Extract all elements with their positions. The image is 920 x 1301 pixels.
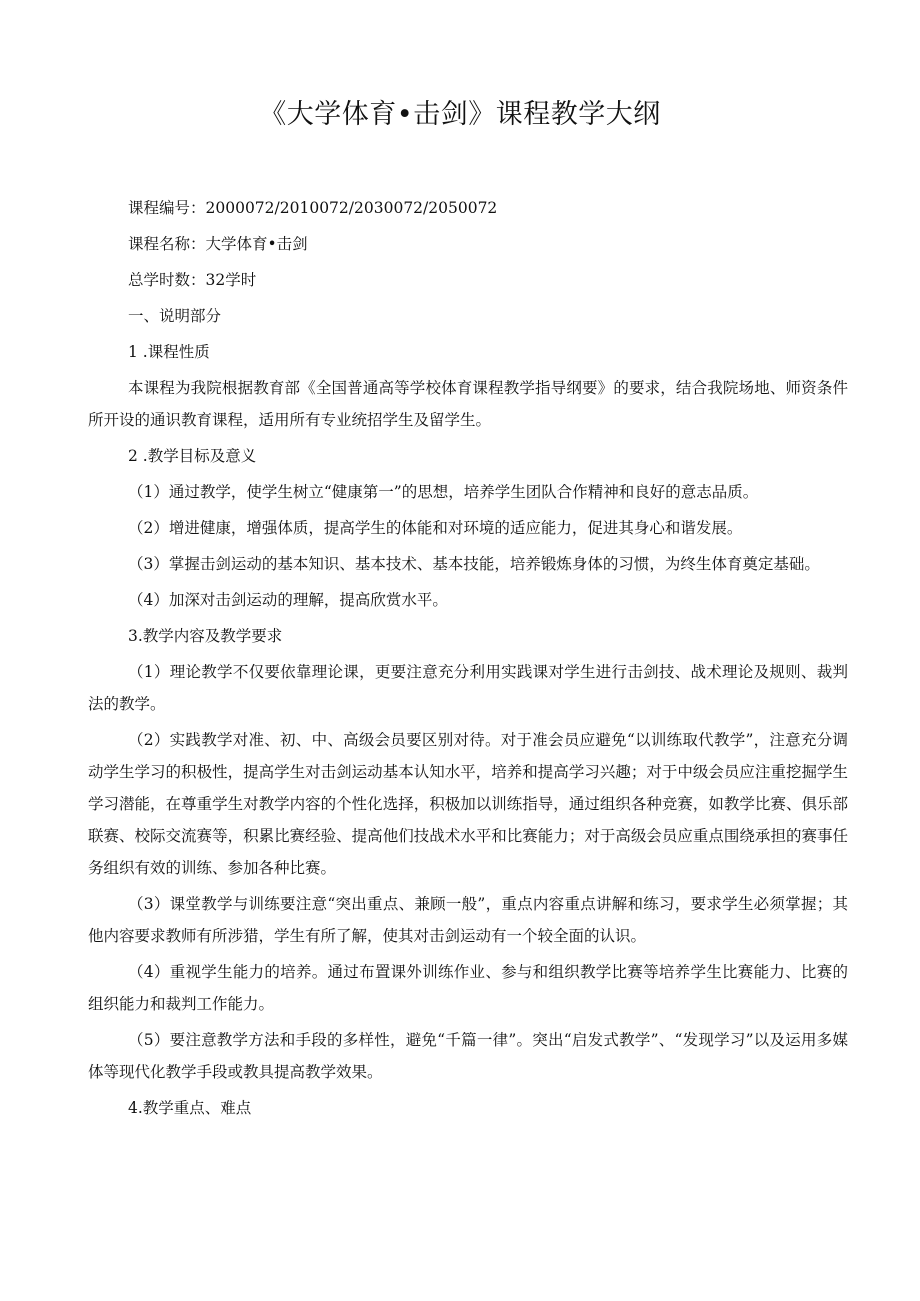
subheading-teaching-goals: 2 .教学目标及意义 [128, 447, 257, 465]
goal-item: （1）通过教学，使学生树立“健康第一”的思想，培养学生团队合作精神和良好的意志品质。 [128, 483, 759, 501]
course-code: 课程编号：2000072/2010072/2030072/2050072 [128, 199, 498, 217]
requirement-item: （4）重视学生能力的培养。通过布置课外训练作业、参与和组织教学比赛等培养学生比赛能力、比赛的组织能力和裁判工作能力。 [88, 963, 848, 1013]
course-name: 课程名称：大学体育•击剑 [128, 235, 308, 253]
goal-item: （2）增进健康，增强体质，提高学生的体能和对环境的适应能力，促进其身心和谐发展。 [128, 519, 743, 537]
goal-item: （4）加深对击剑运动的理解，提高欣赏水平。 [128, 591, 448, 609]
total-hours: 总学时数：32学时 [128, 271, 257, 289]
section-heading-explanation: 一、说明部分 [128, 307, 222, 325]
subheading-teaching-content: 3.教学内容及教学要求 [128, 627, 283, 645]
goal-item: （3）掌握击剑运动的基本知识、基本技术、基本技能，培养锻炼身体的习惯，为终生体育奠定基础。 [128, 555, 820, 573]
requirement-item: （2）实践教学对准、初、中、高级会员要区别对待。对于准会员应避免“以训练取代教学”，注意充分调动学生学习的积极性，提高学生对击剑运动基本认知水平，培养和提高学习兴趣；对于中级会员应注重挖掘学生学习潜能，在尊重学生对教学内容的个性化选择，积极加以训练指导，通过组织各种竞赛，如教学比赛、俱乐部联赛、校际交流赛等，积累比赛经验、提高他们技战术水平和比赛能力；对于高级会员应重点围绕承担的赛事任务组织有效的训练、参加各种比赛。 [88, 731, 848, 877]
subheading-course-nature: 1 .课程性质 [128, 343, 210, 361]
subheading-key-points: 4.教学重点、难点 [128, 1099, 252, 1117]
paragraph-course-nature: 本课程为我院根据教育部《全国普通高等学校体育课程教学指导纲要》的要求，结合我院场地、师资条件所开设的通识教育课程，适用所有专业统招学生及留学生。 [88, 379, 848, 429]
document-body [88, 192, 848, 1128]
document-title: 《大学体育•击剑》课程教学大纲 [259, 99, 661, 130]
requirement-item: （1）理论教学不仅要依靠理论课，更要注意充分利用实践课对学生进行击剑技、战术理论及规则、裁判法的教学。 [88, 663, 848, 713]
requirement-item: （3）课堂教学与训练要注意“突出重点、兼顾一般”，重点内容重点讲解和练习，要求学生必须掌握；其他内容要求教师有所涉猎，学生有所了解，使其对击剑运动有一个较全面的认识。 [88, 895, 848, 945]
requirement-item: （5）要注意教学方法和手段的多样性，避免“千篇一律”。突出“启发式教学”、“发现学习”以及运用多媒体等现代化教学手段或教具提高教学效果。 [88, 1031, 848, 1081]
